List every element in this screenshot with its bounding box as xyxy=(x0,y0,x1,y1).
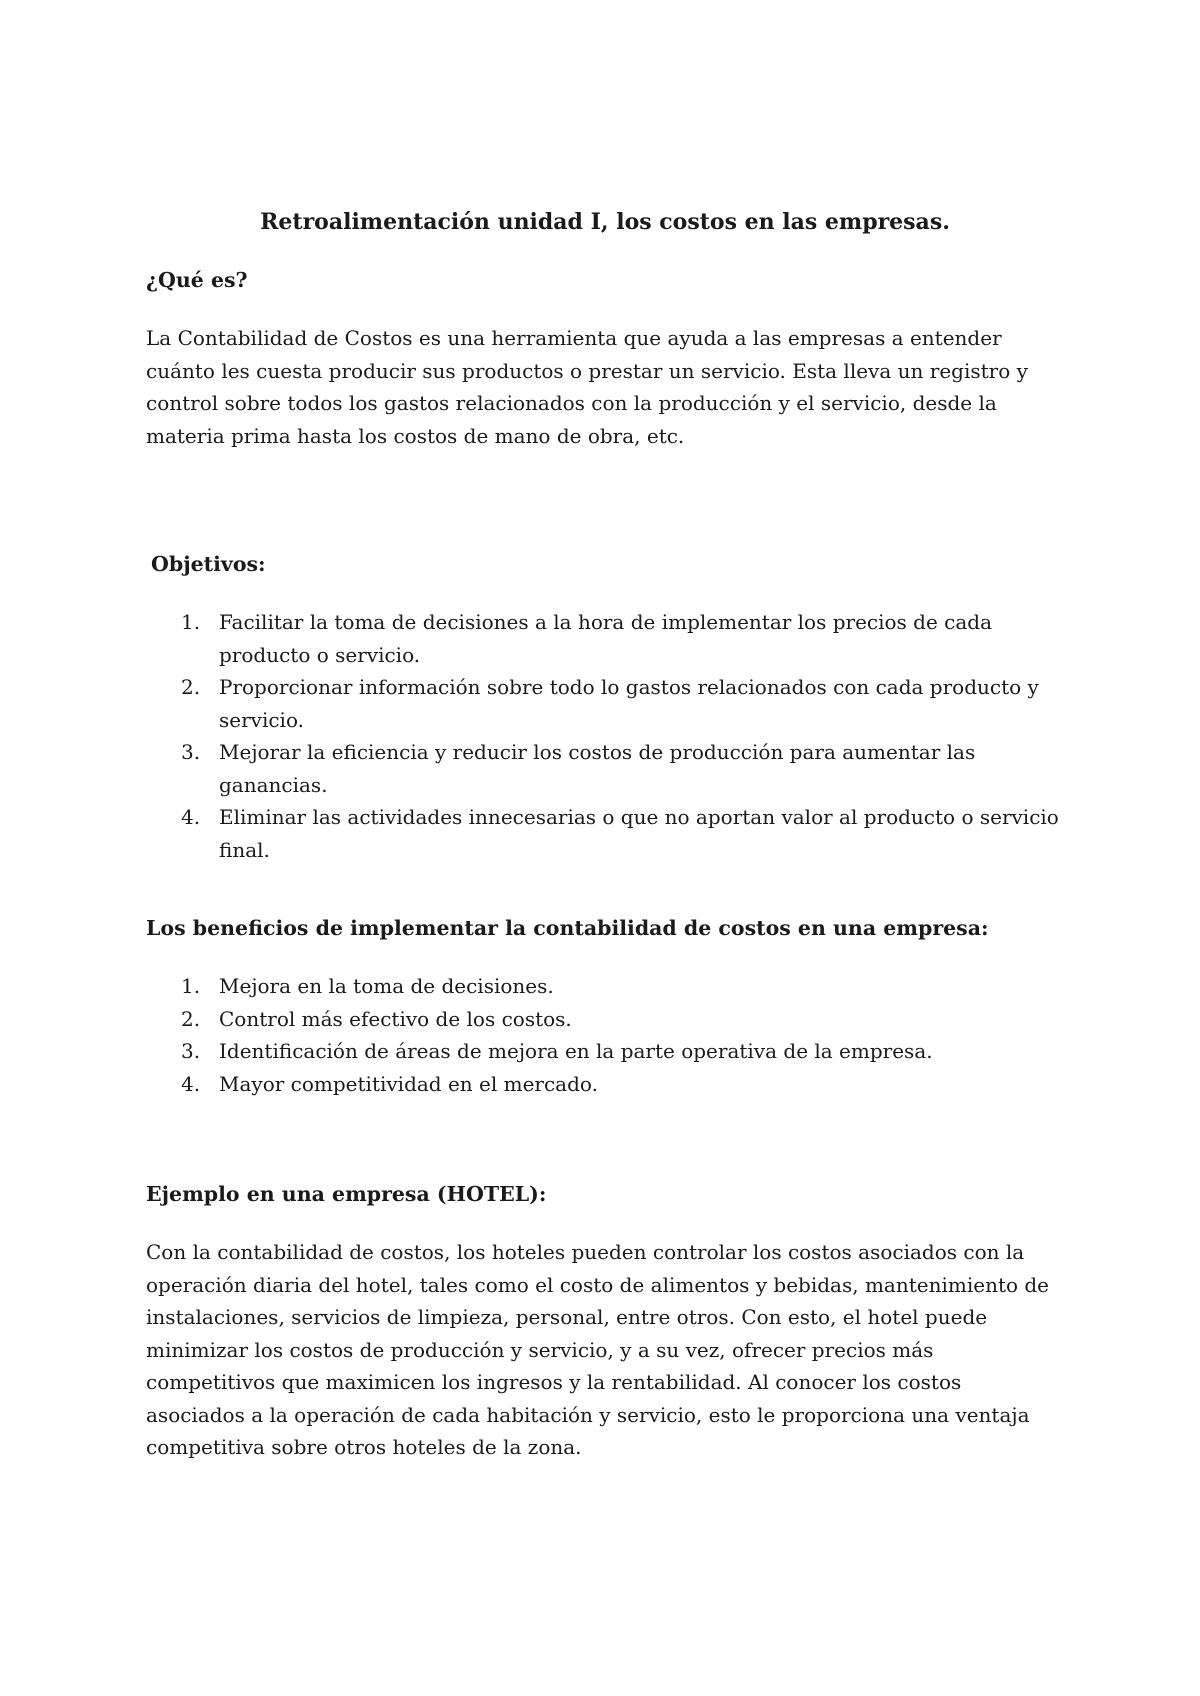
list-item-number: 2. xyxy=(181,675,201,699)
list-item-number: 3. xyxy=(181,1039,201,1063)
list-item-number: 4. xyxy=(181,1071,201,1096)
heading-benefits: Los beneficios de implementar la contabilidad de costos en una empresa: xyxy=(146,916,989,940)
paragraph-example: Con la contabilidad de costos, los hoteles pueden controlar los costos asociados con la operación diaria del hotel, tales como el costo de alimentos y bebidas, mantenimiento de instalaciones, servicios de limpieza, personal, entre otros. Con esto, el hotel puede minimizar los costos de producción y servicio, y a su vez, ofrecer precios más competitivos que maximicen los ingresos y la rentabilidad. Al conocer los costos asociados a la operación de cada habitación y servicio, esto le proporciona una ventaja competitiva sobre otros hoteles de la zona. xyxy=(146,1240,1050,1459)
list-item xyxy=(146,1003,1064,1036)
list-item xyxy=(146,606,1064,671)
list-item-text: Mayor competitividad en el mercado. xyxy=(219,1071,598,1096)
heading-objectives: Objetivos: xyxy=(151,552,266,576)
document-title: Retroalimentación unidad I, los costos en las empresas. xyxy=(260,209,950,235)
heading-what-is: ¿Qué es? xyxy=(146,268,248,292)
list-item xyxy=(146,801,1064,866)
list-item xyxy=(146,736,1064,801)
list-item xyxy=(146,671,1064,736)
list-item-number: 4. xyxy=(181,805,201,829)
list-item-text: Eliminar las actividades innecesarias o que no aportan valor al producto o servicio final. xyxy=(219,805,1059,862)
benefits-list xyxy=(146,970,1064,1100)
list-item-text: Control más efectivo de los costos. xyxy=(219,1006,572,1031)
document-content xyxy=(146,206,1064,1464)
heading-example: Ejemplo en una empresa (HOTEL): xyxy=(146,1182,547,1206)
paragraph-what-is: La Contabilidad de Costos es una herramienta que ayuda a las empresas a entender cuánto les cuesta producir sus productos o prestar un servicio. Esta lleva un registro y control sobre todos los gastos relacionados con la producción y el servicio, desde la materia prima hasta los costos de mano de obra, etc. xyxy=(146,326,1028,448)
list-item-text: Mejorar la eficiencia y reducir los costos de producción para aumentar las ganancias. xyxy=(219,740,976,797)
list-item-text: Facilitar la toma de decisiones a la hora de implementar los precios de cada producto o servicio. xyxy=(219,610,993,667)
list-item-text: Mejora en la toma de decisiones. xyxy=(219,974,554,998)
objectives-list xyxy=(146,606,1064,866)
list-item-text: Identificación de áreas de mejora en la parte operativa de la empresa. xyxy=(219,1039,933,1063)
list-item-text: Proporcionar información sobre todo lo gastos relacionados con cada producto y servicio. xyxy=(219,675,1039,732)
list-item-number: 1. xyxy=(181,974,201,998)
list-item xyxy=(146,1035,1064,1068)
list-item xyxy=(146,1068,1064,1101)
list-item-number: 3. xyxy=(181,740,201,764)
list-item-number: 2. xyxy=(181,1006,201,1031)
list-item xyxy=(146,970,1064,1003)
list-item-number: 1. xyxy=(181,610,201,634)
